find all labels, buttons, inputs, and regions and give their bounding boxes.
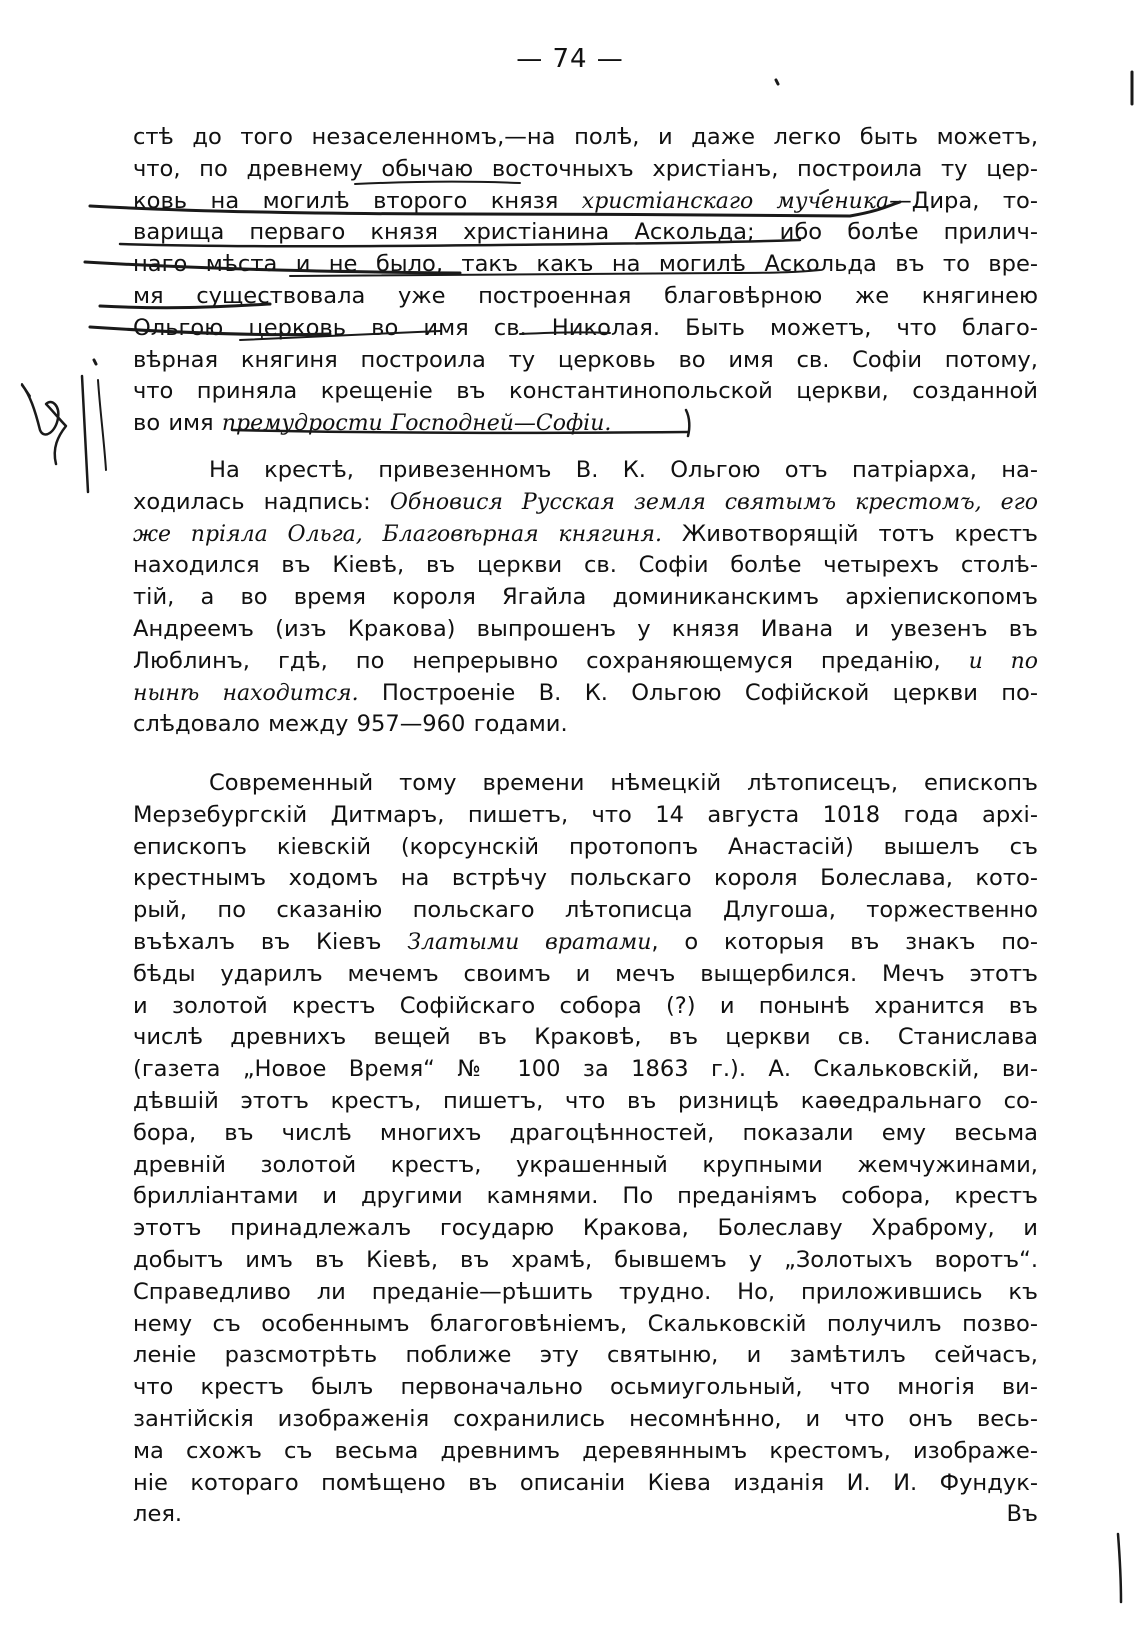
italic-phrase: же пріяла Ольга, Благовѣрная княгиня. <box>133 521 662 547</box>
italic-phrase: нынѣ находится. <box>133 680 359 706</box>
margin-scribble <box>98 380 106 470</box>
italic-phrase: премудрости Господней—Софіи. <box>221 411 612 437</box>
text-line: рый, по сказанію польскаго лѣтописца Длугоша, торжественно <box>133 897 1038 924</box>
text-line: что крестъ былъ первоначально осьмиугольный, что многія ви- <box>133 1374 1038 1401</box>
italic-phrase: Обновися Русская земля святымъ крестомъ, его <box>389 489 1038 515</box>
text-line: въѣхалъ въ Кіевъ Златыми вратами, о которыя въ знакъ по- <box>133 928 1038 955</box>
text-line: находился въ Кіевѣ, въ церкви св. Софіи болѣе четырехъ столѣ- <box>133 552 1038 579</box>
text-line: ма схожъ съ весьма древнимъ деревяннымъ крестомъ, изображе- <box>133 1437 1038 1464</box>
text-line: леніе разсмотрѣть поближе эту святыню, и замѣтилъ сейчасъ, <box>133 1342 1038 1369</box>
italic-phrase: Златыми вратами <box>407 929 652 955</box>
text-line: тій, а во время короля Ягайла доминиканскимъ архіепископомъ <box>133 584 1038 611</box>
text-line: лея. Въ <box>133 1501 1038 1528</box>
margin-scribble <box>82 376 88 492</box>
text-line: бриллiантами и другими камнями. По преданiямъ собора, крестъ <box>133 1183 1038 1210</box>
text-line: Люблинъ, гдѣ, по непрерывно сохраняющемуся преданію, и по <box>133 647 1038 674</box>
text-line: слѣдовало между 957—960 годами. <box>133 711 568 738</box>
text-line: Андреемъ (изъ Кракова) выпрошенъ у князя Ивана и увезенъ въ <box>133 615 1038 642</box>
text-line: Мерзебургскій Дитмаръ, пишетъ, что 14 августа 1018 года архі- <box>133 801 1038 828</box>
text-line: древній золотой крестъ, украшенный крупными жемчужинами, <box>133 1151 1038 1178</box>
paragraph-2 <box>133 455 1038 741</box>
margin-scribble <box>94 360 96 364</box>
text-line: Ольгою церковь во имя св. Николая. Быть можетъ, что благо- <box>133 314 1038 341</box>
text-line: ковь на могилѣ второго князя христіанскаго мученика—Дира, то- <box>133 187 1038 214</box>
text-line: ніе котораго помѣщено въ описаніи Кіева изданія И. И. Фундук- <box>133 1469 1038 1496</box>
text-line: ходилась надпись: Обновися Русская земля святымъ крестомъ, его <box>133 488 1038 515</box>
text-line: зантійскія изображенія сохранились несомнѣнно, и что онъ весь- <box>133 1405 1038 1432</box>
text-line: наго мѣста и не было, такъ какъ на могилѣ Аскольда въ то вре- <box>133 251 1038 278</box>
text-line: стѣ до того незаселенномъ,—на полѣ, и даже легко быть можетъ, <box>133 124 1038 150</box>
paragraph-1 <box>133 122 1038 440</box>
text-line: На крестѣ, привезенномъ В. К. Ольгою отъ патріарха, на- <box>209 457 1038 483</box>
text-line: вѣрная княгиня построила ту церковь во имя св. Софіи потому, <box>133 346 1038 373</box>
text-line: что, по древнему обычаю восточныхъ христіанъ, построила ту цер- <box>133 155 1038 182</box>
text-line: добытъ имъ въ Кіевѣ, въ храмѣ, бывшемъ у „Золотыхъ воротъ“. <box>133 1246 1038 1273</box>
paragraph-3 <box>133 768 1038 1531</box>
text-line: мя существовала уже построенная благовѣрною же княгинею <box>133 282 1038 309</box>
text-line: варища перваго князя христіанина Аскольда; ибо болѣе прилич- <box>133 219 1038 246</box>
text-line: и золотой крестъ Софійскаго собора (?) и понынѣ хранится въ <box>133 992 1038 1019</box>
text-line: числѣ древнихъ вещей въ Краковѣ, въ церкви св. Станислава <box>133 1024 1038 1051</box>
text-line: нему съ особеннымъ благоговѣніемъ, Скальковскій получилъ позво- <box>133 1310 1038 1337</box>
margin-scribble <box>1118 1534 1121 1602</box>
text-line: епископъ кіевскій (корсунскій протопопъ Анастасій) вышелъ съ <box>133 833 1038 860</box>
text-line: дѣвшій этотъ крестъ, пишетъ, что въ ризницѣ каѳедральнаго со- <box>133 1087 1038 1114</box>
margin-scribble <box>22 385 66 464</box>
italic-phrase: христіанскаго мученика <box>581 188 890 214</box>
text-line: же пріяла Ольга, Благовѣрная княгиня. Животворящій тотъ крестъ <box>133 520 1038 547</box>
text-line: (газета „Новое Время“ № 100 за 1863 г.). А. Скальковскій, ви- <box>133 1056 1038 1083</box>
text-line: бора, въ числѣ многихъ драгоцѣнностей, показали ему весьма <box>133 1119 1038 1146</box>
text-line: бѣды ударилъ мечемъ своимъ и мечъ выщербился. Мечъ этотъ <box>133 960 1038 987</box>
text-line: нынѣ находится. Построеніе В. К. Ольгою Софійской церкви по- <box>133 679 1038 706</box>
text-line: Справедливо ли преданіе—рѣшить трудно. Но, приложившись къ <box>133 1278 1038 1305</box>
text-line: что приняла крещеніе въ константинопольской церкви, созданной <box>133 378 1038 405</box>
text-line: во имя премудрости Господней—Софіи. <box>133 410 612 437</box>
italic-phrase: и по <box>968 648 1038 674</box>
margin-scribble <box>22 384 30 396</box>
text-line: крестнымъ ходомъ на встрѣчу польскаго короля Болеслава, кото- <box>133 865 1038 892</box>
text-line: этотъ принадлежалъ государю Кракова, Болеславу Храброму, и <box>133 1215 1038 1242</box>
margin-scribble <box>776 80 778 84</box>
text-line: Современный тому времени нѣмецкій лѣтописецъ, епископъ <box>209 770 1038 796</box>
page-number: — 74 — <box>516 44 624 74</box>
